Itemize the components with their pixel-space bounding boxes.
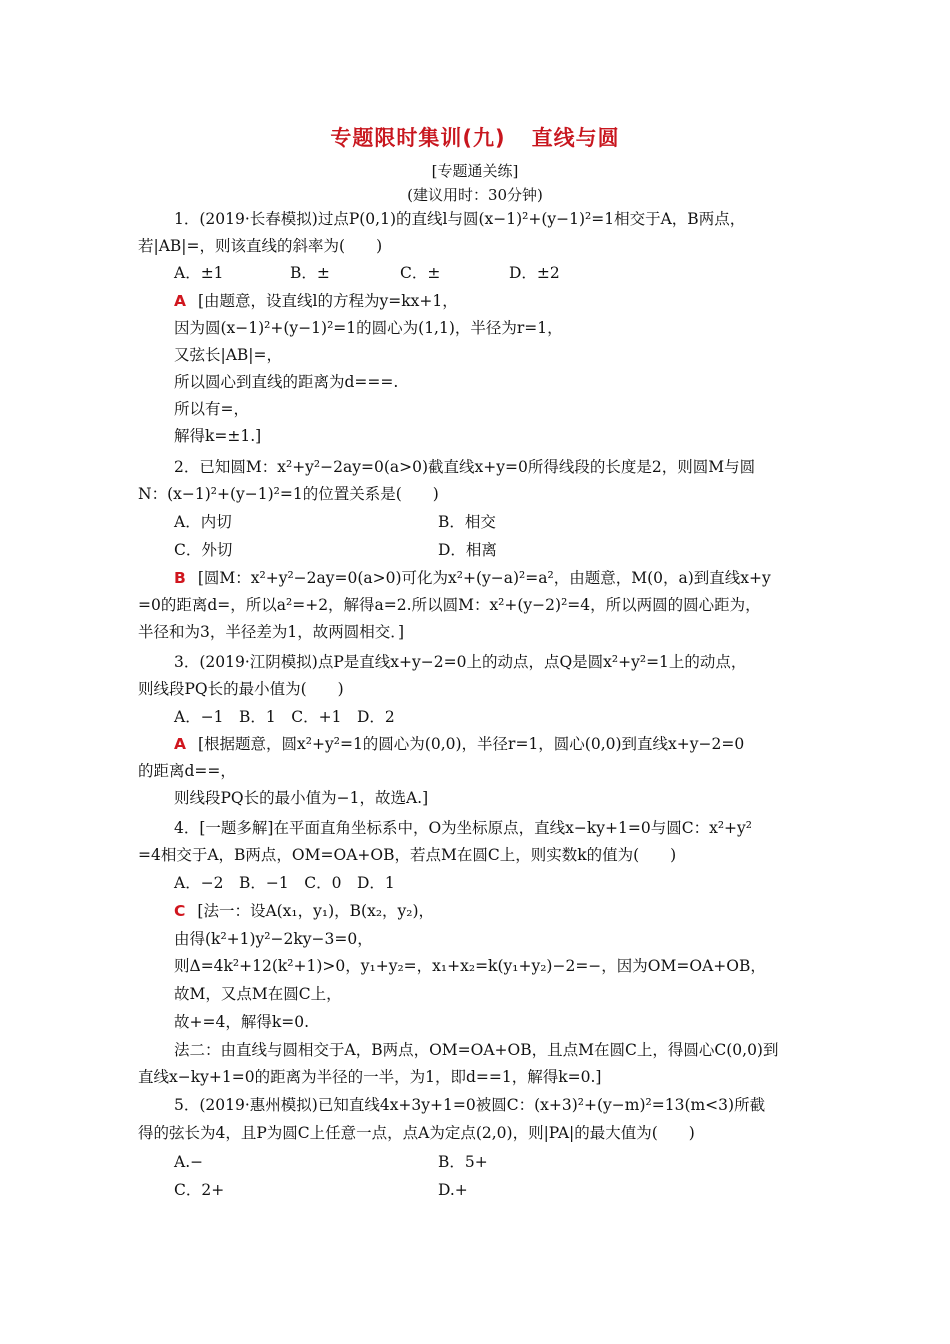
q3-stem-line2: 则线段PQ长的最小值为( ) — [138, 680, 344, 698]
q5-stem-line1: 5．(2019·惠州模拟)已知直线4x+3y+1=0被圆C：(x+3)²+(y−m)²=13(m<3)所截 — [174, 1096, 766, 1114]
q2-stem-line1: 2．已知圆M：x²+y²−2ay=0(a>0)截直线x+y=0所得线段的长度是2，则圆M与圆 — [174, 458, 756, 476]
q1-solution-line6: 解得k=±1.] — [174, 427, 262, 445]
q1-solution-line1: A [由题意，设直线l的方程为y=kx+1， — [174, 292, 458, 310]
q4-solution-line2: 由得(k²+1)y²−2ky−3=0， — [174, 930, 373, 948]
q2-option-c: C．外切 — [174, 541, 233, 559]
q1-option-d: D．±2 — [509, 264, 560, 282]
q4-solution-line6: 法二：由直线与圆相交于A，B两点，OM=OA+OB，且点M在圆C上，得圆心C(0,0)到 — [174, 1041, 779, 1059]
q2-option-b: B．相交 — [438, 513, 496, 531]
q5-stem-line2: 得的弦长为4，且P为圆C上任意一点，点A为定点(2,0)，则|PA|的最大值为( ) — [138, 1124, 695, 1142]
q1-option-c: C．± — [400, 264, 441, 282]
title-topic: 直线与圆 — [531, 126, 620, 150]
q2-stem-line2: N：(x−1)²+(y−1)²=1的位置关系是( ) — [138, 485, 439, 503]
q3-solution-line1: A [根据题意，圆x²+y²=1的圆心为(0,0)，半径r=1，圆心(0,0)到直线x+y−2=0 — [174, 735, 745, 753]
q3-solution-line2: 的距离d==， — [138, 762, 236, 780]
q1-solution-line3: 又弦长|AB|=， — [174, 346, 283, 364]
q4-solution-line3: 则Δ=4k²+12(k²+1)>0，y₁+y₂=，x₁+x₂=k(y₁+y₂)−2=−，因为OM=OA+OB， — [174, 957, 766, 975]
q4-solution-line4: 故M，又点M在圆C上， — [174, 985, 342, 1003]
q3-solution-line3: 则线段PQ长的最小值为−1，故选A.] — [174, 789, 429, 807]
q1-stem-line2: 若|AB|=，则该直线的斜率为( ) — [138, 237, 383, 255]
q1-solution-line2: 因为圆(x−1)²+(y−1)²=1的圆心为(1,1)，半径为r=1， — [174, 319, 563, 337]
q1-solution-line4: 所以圆心到直线的距离为d===. — [174, 373, 399, 391]
q4-solution-line5: 故+=4，解得k=0. — [174, 1013, 310, 1031]
q4-solution-line7: 直线x−ky+1=0的距离为半径的一半，为1，即d==1，解得k=0.] — [138, 1068, 602, 1086]
q2-option-d: D．相离 — [438, 541, 497, 559]
title-main: 专题限时集训(九) — [330, 126, 506, 150]
page-title — [0, 122, 950, 152]
q3-answer: A — [174, 735, 186, 753]
q4-answer: C — [174, 902, 186, 920]
q4-stem-line1: 4．[一题多解]在平面直角坐标系中，O为坐标原点，直线x−ky+1=0与圆C：x²+y² — [174, 819, 753, 837]
q5-option-d: D.+ — [438, 1181, 468, 1199]
q1-option-a: A．±1 — [174, 264, 224, 282]
q2-solution-line3: 半径和为3，半径差为1，故两圆相交．] — [138, 623, 405, 641]
q2-answer: B — [174, 569, 186, 587]
q4-stem-line2: =4相交于A，B两点，OM=OA+OB，若点M在圆C上，则实数k的值为( ) — [138, 846, 677, 864]
q1-solution-line5: 所以有=， — [174, 400, 249, 418]
q4-solution-line1: C [法一：设A(x₁，y₁)，B(x₂，y₂)， — [174, 902, 435, 920]
q2-option-a: A．内切 — [174, 513, 232, 531]
q4-options: A．−2 B．−1 C．0 D．1 — [174, 874, 395, 892]
q5-option-a: A.− — [174, 1153, 204, 1171]
q5-option-c: C．2+ — [174, 1181, 225, 1199]
q3-stem-line1: 3．(2019·江阴模拟)点P是直线x+y−2=0上的动点，点Q是圆x²+y²=1上的动点， — [174, 653, 747, 671]
q2-solution-line2: =0的距离d=，所以a²=+2，解得a=2.所以圆M：x²+(y−2)²=4，所以两圆的圆心距为， — [138, 596, 761, 614]
q1-option-b: B．± — [290, 264, 330, 282]
section-subtitle: [专题通关练] — [431, 162, 519, 180]
time-note: (建议用时：30分钟) — [407, 186, 543, 204]
q5-option-b: B．5+ — [438, 1153, 488, 1171]
q1-stem-line1: 1．(2019·长春模拟)过点P(0,1)的直线l与圆(x−1)²+(y−1)²=1相交于A，B两点， — [174, 210, 746, 228]
q1-answer: A — [174, 292, 186, 310]
q3-options: A．−1 B．1 C．+1 D．2 — [174, 708, 395, 726]
q2-solution-line1: B [圆M：x²+y²−2ay=0(a>0)可化为x²+(y−a)²=a²，由题意，M(0，a)到直线x+y — [174, 569, 771, 587]
